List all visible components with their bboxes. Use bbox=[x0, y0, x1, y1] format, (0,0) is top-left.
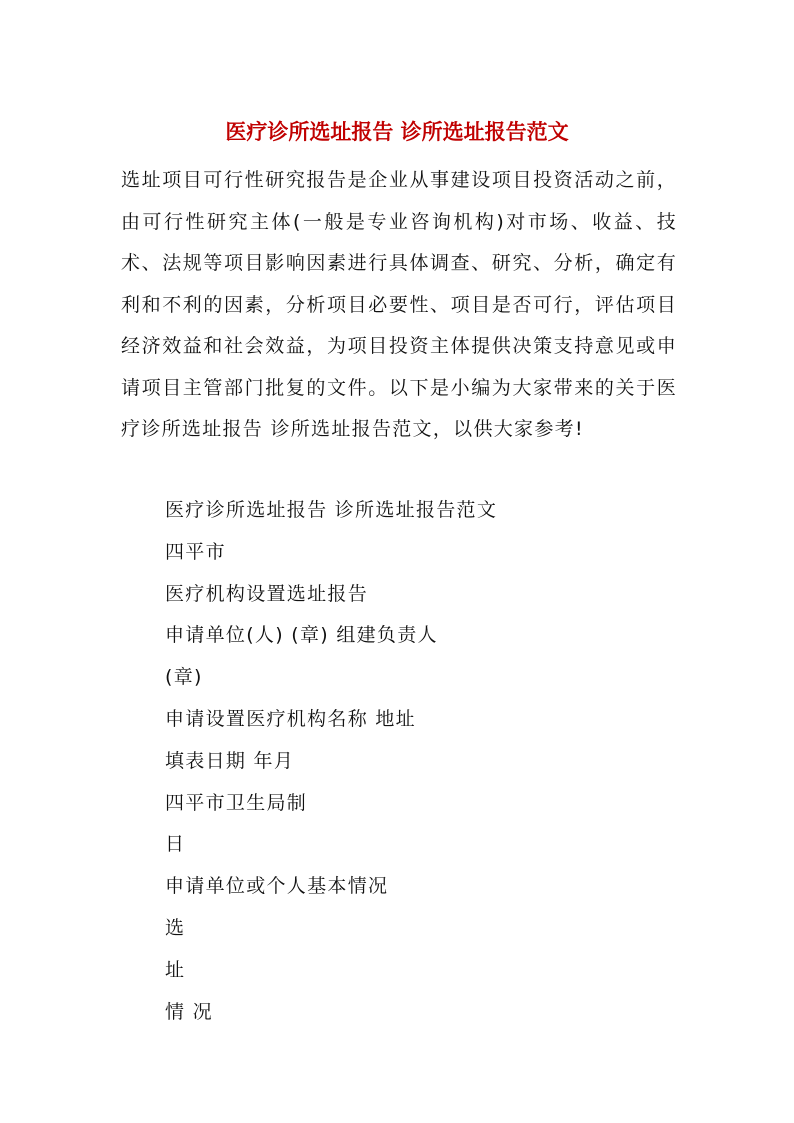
content-line: 四平市卫生局制 bbox=[165, 791, 308, 814]
content-line: 址 bbox=[165, 958, 186, 981]
document-title: 医疗诊所选址报告 诊所选址报告范文 bbox=[225, 119, 569, 145]
content-line: 情 况 bbox=[165, 1000, 213, 1023]
content-line: 四平市 bbox=[165, 540, 226, 563]
content-line: 申请设置医疗机构名称 地址 bbox=[165, 707, 416, 730]
content-line: 医疗机构设置选址报告 bbox=[165, 582, 369, 605]
content-lines bbox=[165, 490, 685, 1033]
content-line: 填表日期 年月 bbox=[165, 749, 295, 772]
content-line: 日 bbox=[165, 833, 186, 856]
content-line: 申请单位(人) (章) 组建负责人 bbox=[165, 624, 438, 647]
intro-paragraph: 选址项目可行性研究报告是企业从事建设项目投资活动之前，由可行性研究主体(一般是专业咨询机构)对市场、收益、技术、法规等项目影响因素进行具体调查、研究、分析，确定有利和不利的因素，分析项目必要性、项目是否可行，评估项目经济效益和社会效益，为项目投资主体提供决策支持意见或申请项目主管部门批复的文件。以下是小编为大家带来的关于医疗诊所选址报告 诊所选址报告范文，以供大家参考! bbox=[121, 169, 677, 440]
content-line: 医疗诊所选址报告 诊所选址报告范文 bbox=[165, 499, 498, 521]
content-line: 选 bbox=[165, 916, 186, 939]
content-line: (章) bbox=[165, 666, 203, 689]
content-line: 申请单位或个人基本情况 bbox=[165, 875, 389, 898]
